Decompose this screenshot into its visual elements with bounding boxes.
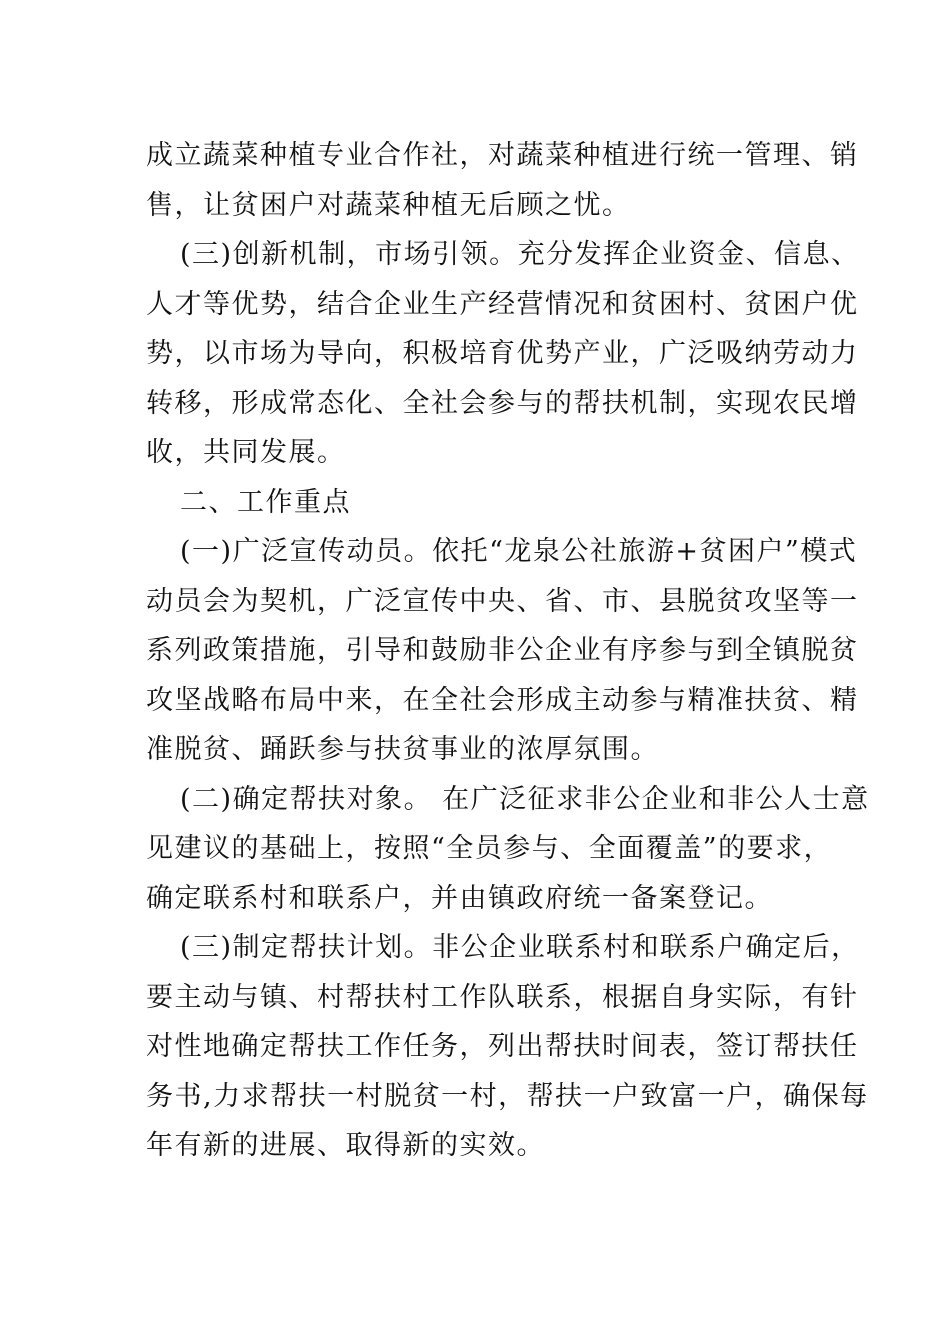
text-line: 攻坚战略布局中来，在全社会形成主动参与精准扶贫、精 <box>146 684 859 716</box>
paragraph-heading-line: (三)创新机制，市场引领。充分发挥企业资金、信息、 <box>180 239 860 270</box>
text-line: 系列政策措施，引导和鼓励非公企业有序参与到全镇脱贫 <box>146 635 859 666</box>
text-line: 成立蔬菜种植专业合作社，对蔬菜种植进行统一管理、销 <box>146 140 859 171</box>
text-line: 人才等优势，结合企业生产经营情况和贫困村、贫困户优 <box>146 288 859 320</box>
text-line: 势，以市场为导向，积极培育优势产业，广泛吸纳劳动力 <box>146 338 859 369</box>
text-line: 售，让贫困户对蔬菜种植无后顾之忧。 <box>146 189 631 221</box>
text-line: 动员会为契机，广泛宣传中央、省、市、县脱贫攻坚等一 <box>146 585 859 617</box>
text-line: 务书,力求帮扶一村脱贫一村，帮扶一户致富一户，确保每 <box>146 1080 869 1112</box>
section-heading: 二、工作重点 <box>180 486 351 518</box>
text-line: 年有新的进展、取得新的实效。 <box>146 1130 545 1161</box>
paragraph-heading-line: (二)确定帮扶对象。 在广泛征求非公企业和非公人士意 <box>180 783 870 815</box>
text-line: 转移，形成常态化、全社会参与的帮扶机制，实现农民增 <box>146 387 859 419</box>
text-line: 要主动与镇、村帮扶村工作队联系，根据自身实际，有针 <box>146 981 859 1013</box>
text-line: 准脱贫、踊跃参与扶贫事业的浓厚氛围。 <box>146 734 659 765</box>
paragraph-heading-line: (一)广泛宣传动员。依托“龙泉公社旅游+贫困户”模式 <box>180 536 858 567</box>
document-body <box>146 131 870 1171</box>
text-line: 收，共同发展。 <box>146 437 346 468</box>
text-line: 见建议的基础上，按照“全员参与、全面覆盖”的要求， <box>146 833 833 864</box>
paragraph-heading-line: (三)制定帮扶计划。非公企业联系村和联系户确定后， <box>180 932 860 963</box>
text-line: 确定联系村和联系户，并由镇政府统一备案登记。 <box>146 882 773 914</box>
text-line: 对性地确定帮扶工作任务，列出帮扶时间表，签订帮扶任 <box>146 1031 859 1062</box>
